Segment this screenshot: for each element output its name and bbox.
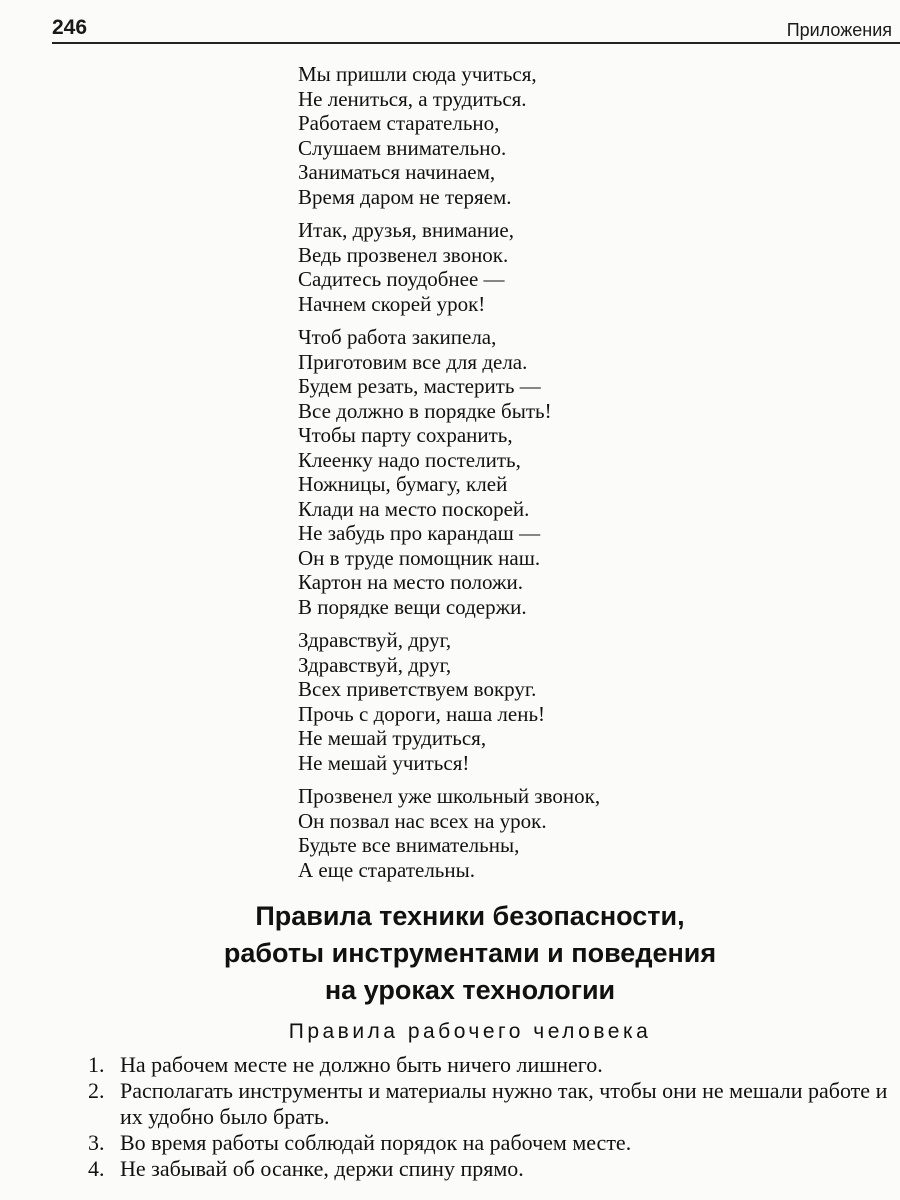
section-title: [120, 898, 820, 1009]
poem-line: Прочь с дороги, наша лень!: [298, 701, 546, 726]
rules-subheading: Правила рабочего человека: [288, 1020, 652, 1043]
page-header: [52, 8, 900, 44]
poem-line: Будьте все внимательны,: [298, 833, 520, 857]
poem-stanza: [298, 218, 818, 316]
section-title-line: Правила техники безопасности,: [255, 901, 685, 931]
rule-text: Во время работы соблюдай порядок на рабочем месте.: [120, 1130, 632, 1155]
poem-line: Здравствуй, друг,: [298, 652, 452, 677]
section-title-line: на уроках технологии: [324, 975, 616, 1005]
poem-stanza: [298, 62, 818, 209]
poem-line: Чтоб работа закипела,: [298, 325, 497, 349]
running-title: Приложения: [786, 20, 892, 40]
poem-line: А еще старательны.: [298, 857, 475, 882]
poem-line: Время даром не теряем.: [298, 184, 512, 209]
rule-item: [88, 1130, 896, 1156]
poem-line: Ножницы, бумагу, клей: [298, 472, 508, 496]
poem-line: Картон на место положи.: [298, 570, 523, 594]
poem-line: Садитесь поудобнее —: [298, 267, 505, 291]
rules-list: [88, 1052, 896, 1182]
poem-line: Всех приветствуем вокруг.: [298, 677, 537, 701]
rule-text: Не забывай об осанке, держи спину прямо.: [120, 1156, 524, 1181]
rule-text: На рабочем месте не должно быть ничего лишнего.: [120, 1052, 603, 1077]
poem-line: Будем резать, мастерить —: [298, 374, 541, 398]
poem-stanza: [298, 325, 818, 619]
poem-line: Заниматься начинаем,: [298, 160, 496, 184]
poem-line: Работаем старательно,: [298, 111, 500, 135]
poem-line: В порядке вещи содержи.: [298, 594, 527, 619]
poem-line: Итак, друзья, внимание,: [298, 218, 514, 242]
rule-number: 4.: [88, 1156, 105, 1181]
poem-line: Чтобы парту сохранить,: [298, 423, 513, 447]
poem-line: Мы пришли сюда учиться,: [298, 62, 537, 86]
poem-line: Он в труде помощник наш.: [298, 545, 541, 570]
poem-stanza: [298, 628, 818, 775]
rule-item: [88, 1078, 896, 1130]
rule-number: 3.: [88, 1130, 105, 1155]
poem-line: Начнем скорей урок!: [298, 291, 486, 316]
poem-line: Здравствуй, друг,: [298, 628, 452, 652]
poem-line: Приготовим все для дела.: [298, 349, 528, 374]
section-title-line: работы инструментами и поведения: [223, 938, 717, 968]
poem-line: Слушаем внимательно.: [298, 135, 507, 160]
poem-line: Клади на место поскорей.: [298, 496, 530, 521]
poem-line: Не мешай трудиться,: [298, 726, 487, 750]
rule-number: 1.: [88, 1052, 105, 1077]
poem: [298, 62, 818, 882]
poem-line: Прозвенел уже школьный звонок,: [298, 784, 601, 808]
poem-line: Он позвал нас всех на урок.: [298, 808, 547, 833]
page-number: 246: [52, 16, 88, 39]
poem-line: Не мешай учиться!: [298, 750, 470, 775]
rule-item: [88, 1052, 896, 1078]
poem-stanza: [298, 784, 818, 882]
rule-text: Располагать инструменты и материалы нужно так, чтобы они не мешали работе и их удобно было брать.: [120, 1078, 888, 1129]
poem-line: Не лениться, а трудиться.: [298, 86, 527, 111]
poem-line: Все должно в порядке быть!: [298, 398, 552, 423]
poem-line: Не забудь про карандаш —: [298, 521, 541, 545]
rule-number: 2.: [88, 1078, 105, 1103]
rule-item: [88, 1156, 896, 1182]
poem-line: Клеенку надо постелить,: [298, 447, 521, 472]
poem-line: Ведь прозвенел звонок.: [298, 242, 509, 267]
